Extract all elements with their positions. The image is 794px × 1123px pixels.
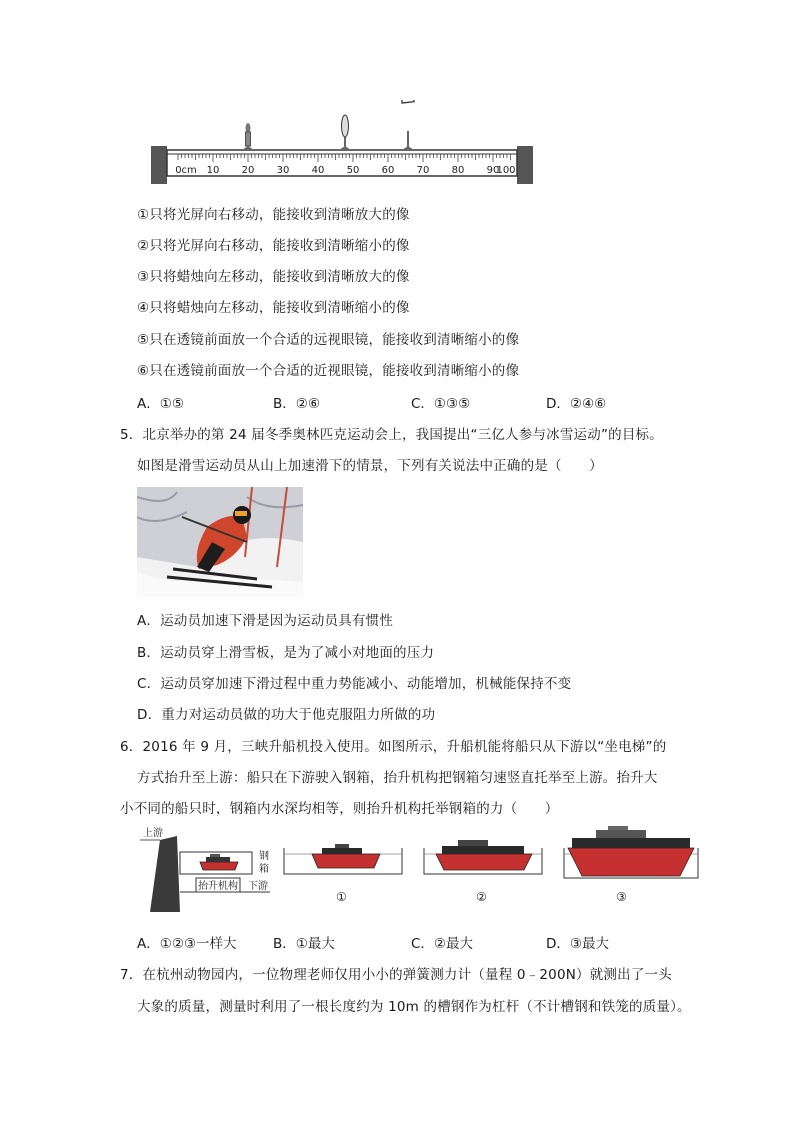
lift-mechanism-label: 抬升机构 bbox=[198, 881, 238, 892]
ruler-unit-label: 0cm bbox=[175, 165, 197, 176]
q4-option: ①只将光屏向右移动，能接收到清晰放大的像 bbox=[137, 207, 410, 223]
q4-option: ④只将蜡烛向左移动，能接收到清晰缩小的像 bbox=[137, 300, 410, 316]
q4-choice-d[interactable]: D．②④⑥ bbox=[546, 396, 607, 412]
skier-photo bbox=[137, 487, 303, 597]
q4-option: ⑥只在透镜前面放一个合适的近视眼镜，能接收到清晰缩小的像 bbox=[137, 363, 520, 379]
candle-icon bbox=[242, 123, 254, 150]
q4-option: ③只将蜡烛向左移动，能接收到清晰放大的像 bbox=[137, 269, 410, 285]
q6-choice-d[interactable]: D．③最大 bbox=[546, 936, 609, 952]
downstream-label: 下游 bbox=[248, 881, 268, 892]
q6-stem-line: 方式抬升至上游：船只在下游驶入钢箱，抬升机构把钢箱匀速竖直托举至上游。抬升大 bbox=[137, 770, 658, 786]
q4-choice-c[interactable]: C．①③⑤ bbox=[411, 396, 471, 412]
q5-choice-d[interactable]: D．重力对运动员做的功大于他克服阻力所做的功 bbox=[137, 707, 436, 723]
q5-choice-a[interactable]: A．运动员加速下滑是因为运动员具有惯性 bbox=[137, 613, 394, 629]
ruler-tick-label: 60 bbox=[381, 165, 395, 176]
panel-1-label: ① bbox=[336, 890, 347, 904]
ruler-tick-label: 50 bbox=[346, 165, 360, 176]
panel-3-label: ③ bbox=[616, 890, 627, 904]
panel-2-label: ② bbox=[476, 890, 487, 904]
q5-choice-c[interactable]: C．运动员穿加速下滑过程中重力势能减小、动能增加，机械能保持不变 bbox=[137, 676, 572, 692]
ruler-tick-label: 90 bbox=[486, 165, 500, 176]
steel-box-label-1: 钢 bbox=[259, 851, 269, 862]
q6-choice-a[interactable]: A．①②③一样大 bbox=[137, 936, 237, 952]
ruler-tick-label: 100 bbox=[496, 165, 516, 176]
ship-lift-figure bbox=[140, 826, 700, 914]
q5-stem-line: 如图是滑雪运动员从山上加速滑下的情景，下列有关说法中正确的是（ ） bbox=[137, 458, 603, 474]
q5-choice-b[interactable]: B．运动员穿上滑雪板，是为了减小对地面的压力 bbox=[137, 645, 435, 661]
q6-choice-c[interactable]: C．②最大 bbox=[411, 936, 474, 952]
ruler-tick-label: 40 bbox=[311, 165, 325, 176]
ruler-tick-label: 80 bbox=[451, 165, 465, 176]
light-screen-icon bbox=[402, 100, 414, 150]
q5-stem-line: 5．北京举办的第 24 届冬季奥林匹克运动会上，我国提出“三亿人参与冰雪运动”的目标。 bbox=[120, 427, 663, 443]
steel-box-label-2: 箱 bbox=[259, 864, 269, 875]
q4-option: ②只将光屏向右移动，能接收到清晰缩小的像 bbox=[137, 238, 410, 254]
ruler-tick-label: 10 bbox=[206, 165, 220, 176]
q6-choice-b[interactable]: B．①最大 bbox=[273, 936, 335, 952]
q7-stem-line: 大象的质量，测量时利用了一根长度约为 10m 的槽钢作为杠杆（不计槽钢和铁笼的质量）。 bbox=[137, 999, 691, 1015]
q4-choice-a[interactable]: A．①⑤ bbox=[137, 396, 184, 412]
q4-choice-b[interactable]: B．②⑥ bbox=[273, 396, 320, 412]
q7-stem-line: 7．在杭州动物园内，一位物理老师仅用小小的弹簧测力计（量程 0﹣200N）就测出了一头 bbox=[120, 967, 672, 983]
convex-lens-icon bbox=[339, 115, 351, 150]
q4-option: ⑤只在透镜前面放一个合适的远视眼镜，能接收到清晰缩小的像 bbox=[137, 332, 520, 348]
q6-stem-line: 小不同的船只时，钢箱内水深均相等，则抬升机构托举钢箱的力（ ） bbox=[120, 801, 559, 817]
ruler-tick-label: 20 bbox=[241, 165, 255, 176]
optical-bench-figure bbox=[145, 100, 545, 192]
ruler-tick-label: 70 bbox=[416, 165, 430, 176]
q6-stem-line: 6．2016 年 9 月，三峡升船机投入使用。如图所示，升船机能将船只从下游以“坐电梯”的 bbox=[120, 739, 667, 755]
ruler-tick-label: 30 bbox=[276, 165, 290, 176]
upstream-label: 上游 bbox=[143, 828, 163, 839]
